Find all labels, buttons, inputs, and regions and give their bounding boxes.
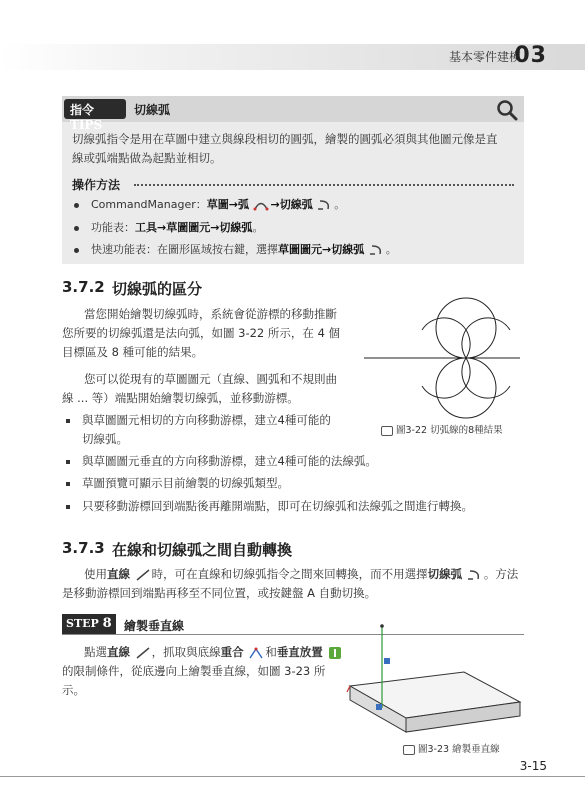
tips-bullet-shortcut [74,241,397,257]
step-badge [62,614,116,634]
caption-text: 圖3-22 切弧線的8種結果 [396,425,503,436]
list-item [82,411,360,449]
text-line: 您可以從現有的草圖圖元（直線、圓弧和不規則曲 [84,372,337,386]
bullet-text: 。 [385,243,397,256]
tips-bullet-menu [74,219,263,235]
tips-tag: 指令TIPS [64,99,126,119]
list-item [82,452,522,471]
step-title: 繪製垂直線 [124,619,185,633]
text-span: 時，可在直線和切線弧指令之間來回轉換，而不用選擇 [151,567,428,581]
step-number: 8 [102,616,112,631]
chapter-title: 基本零件建模 [448,50,521,64]
camera-icon [381,426,393,436]
bullet-square [66,419,70,423]
text-span: 點選 [84,645,107,659]
arc [436,298,466,358]
text-line: 與草圖圖元垂直的方向移動游標，建立4種可能的法線弧。 [82,454,377,468]
text-span: ，抓取與底線 [151,645,221,659]
tips-paragraph [72,130,518,168]
text-line: 示。 [62,683,85,697]
text-line: 切線弧。 [82,432,128,446]
bullet-text: 。 [252,221,264,234]
tangent-arc-icon [316,198,334,212]
tips-title: 切線弧 [134,103,171,117]
figure-caption [403,741,500,755]
text-line: 您所要的切線弧還是法向弧，如圖 3-22 所示，在 4 個 [62,326,341,340]
text-bold: 重合 [220,645,244,659]
bullet-bold: 草圖→弧 [206,198,249,211]
text-line: 目標區及 8 種可能的結果。 [62,345,204,359]
arc-icon [252,198,270,212]
text-bold: 直線 [107,567,130,581]
text-span: 和 [265,645,277,659]
bullet-dot [74,226,79,231]
figure-3-23-vertical-line [344,622,524,738]
camera-icon [403,745,415,755]
text-line: 當您開始繪製切線弧時，系統會從游標的移動推斷 [84,307,337,321]
text-line: 只要移動游標回到端點後再離開端點，即可在切線弧和法線弧之間進行轉換。 [82,499,473,513]
operation-method-title: 操作方法 [72,178,121,192]
text-bold: 垂直放置 [276,645,323,659]
page-number: 3-15 [519,759,547,773]
bullet-text: 功能表： [91,221,135,234]
relation-marker [384,658,390,664]
bullet-text: CommandManager： [91,198,207,211]
arc [466,298,496,358]
figure-3-22-tangent-arcs [360,290,524,426]
text-line: 與草圖圖元相切的方向移動游標，建立4種可能的 [82,413,331,427]
text-span: 。方法 [483,567,519,581]
chapter-number: 03 [514,43,547,68]
bullet-bold: 草圖圖元→切線弧 [278,243,365,256]
search-icon [496,99,518,121]
section-title: 切線弧的區分 [112,280,203,298]
coincident-icon [247,646,265,660]
footer-divider [0,776,585,777]
tangent-arc-icon [368,243,386,257]
dotted-divider [134,184,514,186]
bullet-bold: 工具→草圖圖元→切線弧 [135,221,253,234]
vertical-relation-icon [326,646,344,660]
bullet-dot [74,248,79,253]
text-span: 使用 [84,567,107,581]
tangent-arc-icon [466,568,484,582]
step-paragraph-cont [62,662,342,700]
section-number: 3.7.2 [62,278,105,296]
tips-para-line: 切線弧指令是用在草圖中建立與線段相切的圓弧，繪製的圓弧必須與其他圖元像是直 [72,132,498,146]
text-bold: 直線 [107,645,130,659]
section2-paragraph-cont [62,584,524,603]
tips-header [62,96,524,132]
list-item [82,497,522,516]
section1-paragraph1 [84,305,360,324]
bullet-square [66,482,70,486]
section-number: 3.7.3 [62,539,105,557]
section2-paragraph [84,565,524,584]
section1-paragraph2-cont [62,389,362,408]
text-line: 草圖預覽可顯示目前繪製的切線弧類型。 [82,476,289,490]
tips-header-bar [62,96,524,122]
bullet-text: 快速功能表：在圖形區域按右鍵，選擇 [91,243,278,256]
arc [436,358,466,418]
bullet-square [66,505,70,509]
tips-para-line: 線或弧端點做為起點並相切。 [72,151,222,165]
relation-marker [376,704,382,710]
text-bold: 切線弧 [427,567,463,581]
text-line: 是移動游標回到端點再移至不同位置，或按鍵盤 A 自動切換。 [62,586,377,600]
bullet-dot [74,203,79,208]
figure-caption [381,422,503,436]
caption-text: 圖3-23 繪製垂直線 [418,744,500,755]
bullet-square [66,460,70,464]
step-label: STEP [66,617,99,630]
bullet-text: 。 [334,198,346,211]
step-paragraph [84,643,344,662]
list-item [82,474,522,493]
bullet-bold: →切線弧 [270,198,313,211]
line-endpoint [380,624,384,628]
text-line: 的限制條件，從底邊向上繪製垂直線，如圖 3-23 所 [62,664,326,678]
tips-bullet-commandmanager [74,196,345,212]
section1-paragraph2 [84,370,360,389]
arc [466,358,496,418]
text-line: 線 ... 等）端點開始繪製切線弧，並移動游標。 [62,391,299,405]
section-title: 在線和切線弧之間自動轉換 [112,541,293,559]
line-icon [134,568,152,582]
line-icon [134,646,152,660]
section1-paragraph1-cont [62,324,362,362]
